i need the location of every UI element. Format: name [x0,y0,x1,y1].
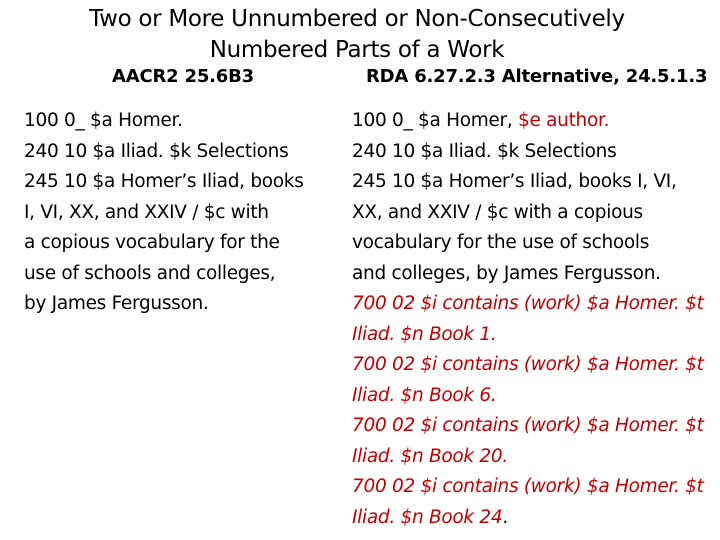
field-245 [352,167,718,289]
field-240 [24,137,344,168]
aacr2-column-heading: AACR2 25.6B3 [112,66,254,87]
record-line: 700 02 $i contains (work) $a Homer. $t [352,476,704,497]
record-line [352,503,718,534]
record-line: 240 10 $a Iliad. $k Selections [24,140,289,162]
relationship-designator-author: $e author. [512,110,610,131]
slide-title-line-2: Numbered Parts of a Work [209,37,505,63]
record-line: 240 10 $a Iliad. $k Selections [352,140,617,162]
field-700-book-24 [352,472,718,533]
record-line: 245 10 $a Homer’s Iliad, books [24,171,304,192]
field-100 [24,106,344,137]
record-line: I, VI, XX, and XXIV / $c with [24,201,269,223]
record-line: Iliad. $n Book 20. [352,445,508,467]
record-line: 700 02 $i contains (work) $a Homer. $t [352,293,704,314]
record-line: Iliad. $n Book 6. [352,384,497,406]
slide-title-line-1: Two or More Unnumbered or Non-Consecutively [89,6,625,32]
record-line: use of schools and colleges, [24,262,276,284]
slide-title [0,4,714,66]
record-line: Iliad. $n Book 1. [352,323,497,345]
record-line: 700 02 $i contains (work) $a Homer. $t [352,415,704,436]
record-line: 700 02 $i contains (work) $a Homer. $t [352,354,704,375]
field-245 [24,167,344,320]
rda-column-heading: RDA 6.27.2.3 Alternative, 24.5.1.3 [366,66,708,87]
field-700-book-20 [352,411,718,472]
record-line: vocabulary for the use of schools [352,232,650,253]
field-700-book-6 [352,350,718,411]
aacr2-record [24,106,344,320]
field-240 [352,137,718,168]
book-24-text: Iliad. $n Book 24 [352,506,503,528]
record-line [352,106,718,137]
record-line: by James Fergusson. [24,293,209,314]
field-100-text: 100 0_ $a Homer, [352,110,513,131]
rda-record [352,106,718,533]
record-line: a copious vocabulary for the [24,232,280,253]
record-line: 100 0_ $a Homer. [24,110,183,131]
record-line: XX, and XXIV / $c with a copious [352,201,643,223]
field-700-book-1 [352,289,718,350]
final-period: . [502,506,508,528]
field-100 [352,106,718,137]
record-line: 245 10 $a Homer’s Iliad, books I, VI, [352,171,677,192]
record-line: and colleges, by James Fergusson. [352,262,661,284]
